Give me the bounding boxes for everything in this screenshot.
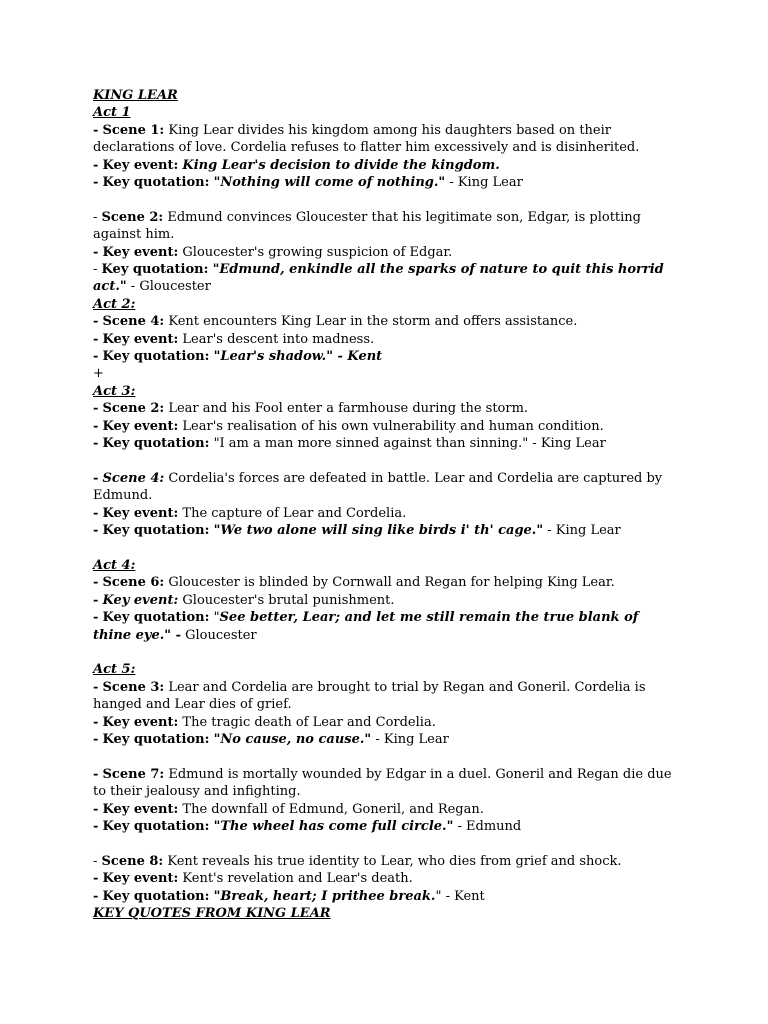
scene-entry: - Scene 6: Gloucester is blinded by Cornwall and Regan for helping King Lear. <box>93 575 615 591</box>
key-quotation-label: Key quotation: <box>102 175 210 191</box>
key-event-label: Key event: <box>102 871 179 887</box>
key-quotation-label: Key quotation: <box>101 262 209 278</box>
quotation-speaker: - Kent <box>445 888 485 904</box>
key-quotation-line: - Key quotation: "No cause, no cause." - King Lear <box>93 731 449 747</box>
scene-summary: Edmund is mortally wounded by Edgar in a duel. Goneril and Regan die due to their jealousy and infighting. <box>93 766 672 800</box>
key-quotation-label: Key quotation: <box>102 818 210 834</box>
scene-label: Scene 6: <box>102 575 165 591</box>
scene-label: Scene 1: <box>102 122 165 138</box>
key-event-text: The tragic death of Lear and Cordelia. <box>182 714 436 730</box>
spacer <box>93 453 678 470</box>
key-event-label: Key event: <box>102 244 179 260</box>
key-event-line: - Key event: Gloucester's brutal punishment. <box>93 592 395 608</box>
act-2-heading: Act 2: <box>93 296 136 312</box>
dash: - <box>93 122 99 138</box>
spacer <box>93 191 678 208</box>
key-event-text: Kent's revelation and Lear's death. <box>182 871 413 887</box>
scene-entry <box>93 122 678 157</box>
key-quotation-line: - Key quotation: "See better, Lear; and let me still remain the true blank of thine eye." - Gloucester <box>93 610 639 643</box>
quotation-text: "Edmund, enkindle all the sparks of nature to quit this horrid act." <box>93 262 664 295</box>
quotation-close-mark: " <box>435 888 442 904</box>
key-quotation-label: Key quotation: <box>102 523 210 539</box>
spacer <box>93 644 678 661</box>
quotation-text: "Lear's shadow." - Kent <box>213 349 383 365</box>
key-event-line: - Key event: The downfall of Edmund, Goneril, and Regan. <box>93 801 484 817</box>
quotation-text: "The wheel has come full circle." <box>213 818 454 834</box>
quotation-speaker: - King Lear <box>375 731 449 747</box>
plus-mark: + <box>93 366 104 382</box>
quotation-open-mark: " <box>213 610 220 626</box>
scene-summary: Lear and his Fool enter a farmhouse during the storm. <box>168 401 529 417</box>
key-event-text: Gloucester's brutal punishment. <box>182 592 395 608</box>
key-event-label: Key event: <box>102 418 179 434</box>
scene-label: Scene 7: <box>102 766 165 782</box>
key-quotation-line: - Key quotation: "Lear's shadow." - Kent <box>93 349 383 365</box>
key-event-text: Lear's descent into madness. <box>182 331 375 347</box>
scene-label: Scene 3: <box>102 679 165 695</box>
key-event-label: Key event: <box>102 505 179 521</box>
key-quotation-line: - Key quotation: "Edmund, enkindle all the sparks of nature to quit this horrid act." - Gloucester <box>93 262 664 295</box>
scene-label: Scene 2: <box>101 209 164 225</box>
scene-label: Scene 4: <box>102 470 165 486</box>
quotation-text: "We two alone will sing like birds i' th' cage." <box>213 523 544 539</box>
scene-label: Scene 8: <box>101 853 164 869</box>
key-event-label: Key event: <box>102 157 179 173</box>
quotation-speaker: - King Lear <box>547 523 621 539</box>
key-quotation-label: Key quotation: <box>102 731 210 747</box>
act-3-heading: Act 3: <box>93 383 136 399</box>
key-event-text: King Lear's decision to divide the kingdom. <box>182 157 500 173</box>
key-event-line: - Key event: The tragic death of Lear and Cordelia. <box>93 714 436 730</box>
scene-entry: - Scene 2: Lear and his Fool enter a farmhouse during the storm. <box>93 401 529 417</box>
spacer <box>93 835 678 852</box>
scene-summary: Lear and Cordelia are brought to trial by Regan and Goneril. Cordelia is hanged and Lear dies of grief. <box>93 679 646 713</box>
scene-entry: - Scene 7: Edmund is mortally wounded by Edgar in a duel. Goneril and Regan die due to their jealousy and infighting. <box>93 766 672 800</box>
quotation-speaker: Gloucester <box>185 627 257 643</box>
key-quotation-line: - Key quotation: "The wheel has come full circle." - Edmund <box>93 818 522 834</box>
scene-label: Scene 4: <box>102 314 165 330</box>
key-event-label: Key event: <box>102 714 179 730</box>
key-quotation-line: - Key quotation: "Nothing will come of nothing." - King Lear <box>93 175 523 191</box>
quotation-text: "Break, heart; I prithee break. <box>213 888 436 904</box>
key-quotation-label: Key quotation: <box>102 436 210 452</box>
scene-summary: Cordelia's forces are defeated in battle. Lear and Cordelia are captured by Edmund. <box>93 470 663 504</box>
key-event-line: - Key event: Kent's revelation and Lear's death. <box>93 871 413 887</box>
key-event-text: The capture of Lear and Cordelia. <box>182 505 407 521</box>
key-quotation-label: Key quotation: <box>102 888 210 904</box>
scene-summary: King Lear divides his kingdom among his daughters based on their declarations of love. Cordelia refuses to flatter him excessively and is disinherited. <box>93 122 640 156</box>
scene-entry: - Scene 4: Kent encounters King Lear in the storm and offers assistance. <box>93 314 578 330</box>
quotation-speaker: - Edmund <box>457 818 522 834</box>
key-event-label: Key event: <box>102 331 179 347</box>
key-event-text: The downfall of Edmund, Goneril, and Regan. <box>182 801 484 817</box>
quotation-text: "Nothing will come of nothing." <box>213 175 446 191</box>
key-event-text: Gloucester's growing suspicion of Edgar. <box>182 244 453 260</box>
quotation-speaker: - Gloucester <box>130 279 211 295</box>
key-quotation-line: - Key quotation: "Break, heart; I prithee break." - Kent <box>93 888 485 904</box>
scene-entry: - Scene 8: Kent reveals his true identity to Lear, who dies from grief and shock. <box>93 853 622 869</box>
key-event-label: Key event: <box>102 592 179 608</box>
key-quotation-line: - Key quotation: "I am a man more sinned against than sinning." - King Lear <box>93 436 606 452</box>
scene-entry: - Scene 2: Edmund convinces Gloucester that his legitimate son, Edgar, is plotting against him. <box>93 209 641 243</box>
key-quotation-label: Key quotation: <box>102 349 210 365</box>
quotation-text: "I am a man more sinned against than sinning." - King Lear <box>213 436 606 452</box>
act-4-heading: Act 4: <box>93 557 136 573</box>
act-1-heading: Act 1 <box>93 105 131 121</box>
key-event-line: - Key event: King Lear's decision to divide the kingdom. <box>93 157 500 173</box>
act-5-heading: Act 5: <box>93 662 136 678</box>
scene-summary: Kent encounters King Lear in the storm and offers assistance. <box>168 314 578 330</box>
scene-summary: Edmund convinces Gloucester that his legitimate son, Edgar, is plotting against him. <box>93 209 641 243</box>
scene-summary: Kent reveals his true identity to Lear, who dies from grief and shock. <box>167 853 622 869</box>
scene-entry: - Scene 4: Cordelia's forces are defeated in battle. Lear and Cordelia are captured by Edmund. <box>93 470 663 504</box>
key-event-text: Lear's realisation of his own vulnerability and human condition. <box>182 418 604 434</box>
spacer <box>93 540 678 557</box>
key-event-line: - Key event: The capture of Lear and Cordelia. <box>93 505 407 521</box>
quotation-speaker: - King Lear <box>449 175 523 191</box>
scene-entry: - Scene 3: Lear and Cordelia are brought to trial by Regan and Goneril. Cordelia is hanged and Lear dies of grief. <box>93 679 646 713</box>
key-quotes-heading: KEY QUOTES FROM KING LEAR <box>93 906 331 921</box>
key-quotation-line: - Key quotation: "We two alone will sing like birds i' th' cage." - King Lear <box>93 523 621 539</box>
document-title: KING LEAR <box>93 88 178 103</box>
key-event-line: - Key event: Gloucester's growing suspicion of Edgar. <box>93 244 453 260</box>
scene-label: Scene 2: <box>102 401 165 417</box>
key-event-label: Key event: <box>102 801 179 817</box>
quotation-text: "No cause, no cause." <box>213 731 372 747</box>
key-event-line: - Key event: Lear's realisation of his own vulnerability and human condition. <box>93 418 604 434</box>
quotation-text: See better, Lear; and let me still remain the true blank of thine eye." - <box>93 610 639 643</box>
key-quotation-label: Key quotation: <box>102 610 210 626</box>
spacer <box>93 748 678 765</box>
scene-summary: Gloucester is blinded by Cornwall and Regan for helping King Lear. <box>168 575 615 591</box>
key-event-line: - Key event: Lear's descent into madness. <box>93 331 375 347</box>
